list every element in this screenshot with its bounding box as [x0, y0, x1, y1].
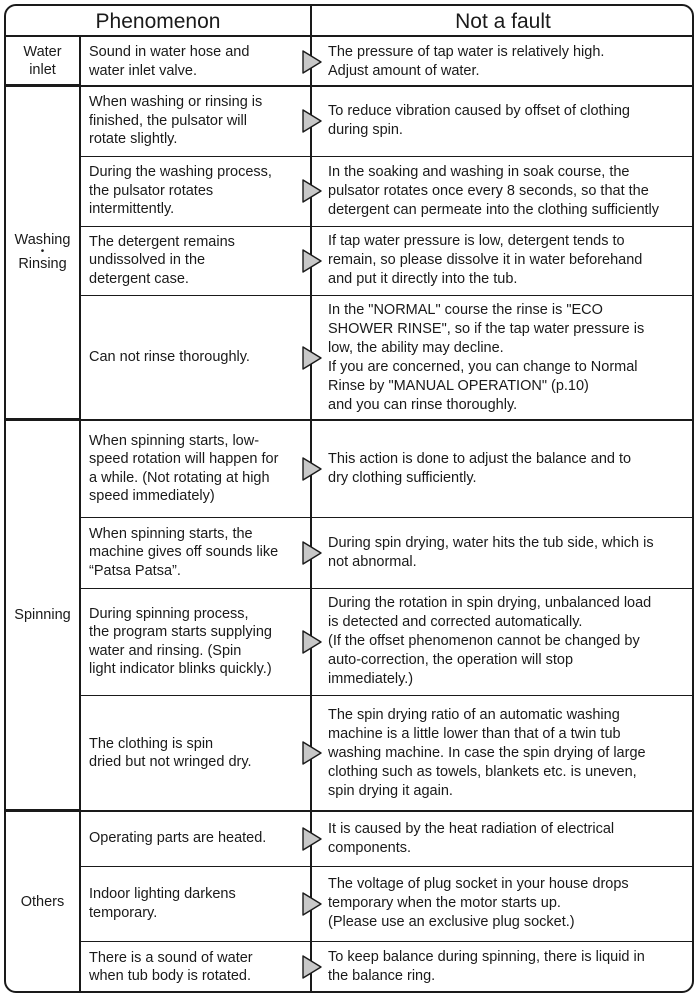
category-label: Spinning [14, 606, 71, 623]
not-a-fault-text: During the rotation in spin drying, unbalanced load is detected and corrected automatically. (If the offset phenomenon cannot be changed by auto-correction, the operation will stop immediately.) [328, 595, 652, 687]
not-a-fault-cell [312, 420, 694, 517]
category-label: Others [20, 894, 65, 910]
phenomenon-text: When spinning starts, low- speed rotation will happen for a while. (Not rotating at high speed immediately) [89, 432, 279, 504]
not-a-fault-cell [312, 866, 694, 941]
phenomenon-cell [81, 811, 312, 866]
arrow-right-icon [302, 346, 322, 370]
not-a-fault-text: To reduce vibration caused by offset of clothing during spin. [328, 103, 631, 138]
not-a-fault-text: The pressure of tap water is relatively high. Adjust amount of water. [328, 43, 605, 79]
not-a-fault-text: To keep balance during spinning, there is liquid in the balance ring. [328, 949, 645, 984]
not-a-fault-cell [312, 941, 694, 993]
category-cell [6, 811, 81, 993]
phenomenon-header: Phenomenon [6, 6, 312, 37]
arrow-right-icon [302, 827, 322, 851]
not-a-fault-text: If tap water pressure is low, detergent tends to remain, so please dissolve it in water beforehand and put it directly into the tub. [328, 233, 643, 287]
not-a-fault-cell [312, 156, 694, 226]
phenomenon-cell [81, 695, 312, 811]
troubleshooting-table [4, 4, 694, 993]
not-a-fault-cell [312, 226, 694, 295]
arrow-right-icon [302, 541, 322, 565]
category-cell [6, 37, 81, 86]
not-a-fault-text: It is caused by the heat radiation of electrical components. [328, 820, 615, 856]
phenomenon-text: There is a sound of water when tub body is rotated. [89, 949, 253, 984]
arrow-right-icon [302, 892, 322, 916]
phenomenon-cell [81, 941, 312, 993]
category-label: Water [23, 43, 62, 60]
not-a-fault-cell [312, 517, 694, 588]
not-a-fault-header: Not a fault [312, 6, 694, 37]
category-bullet: • [40, 246, 45, 257]
not-a-fault-cell [312, 811, 694, 866]
not-a-fault-cell [312, 588, 694, 695]
arrow-right-icon [302, 457, 322, 481]
phenomenon-text: Operating parts are heated. [89, 830, 267, 847]
not-a-fault-text: In the "NORMAL" course the rinse is "ECO SHOWER RINSE", so if the tap water pressure is low, the ability may decline. If you are concerned, you can change to Normal Rinse by "MANUAL OPERATION" (p.10) and you can rinse thoroughly. [328, 301, 645, 413]
arrow-right-icon [302, 955, 322, 979]
arrow-right-icon [302, 630, 322, 654]
phenomenon-cell [81, 420, 312, 517]
not-a-fault-cell [312, 695, 694, 811]
not-a-fault-text: In the soaking and washing in soak course, the pulsator rotates once every 8 seconds, so that the detergent can permeate into the clothing sufficiently [328, 163, 660, 218]
phenomenon-text: The clothing is spin dried but not wringed dry. [89, 735, 252, 770]
category-cell [6, 420, 81, 811]
phenomenon-cell [81, 517, 312, 588]
not-a-fault-text: This action is done to adjust the balance and to dry clothing sufficiently. [328, 450, 632, 486]
phenomenon-text: The detergent remains undissolved in the detergent case. [89, 233, 235, 287]
arrow-right-icon [302, 109, 322, 133]
not-a-fault-cell [312, 86, 694, 156]
phenomenon-text: During spinning process, the program starts supplying water and rinsing. (Spin light indicator blinks quickly.) [89, 605, 272, 677]
not-a-fault-cell [312, 37, 694, 86]
phenomenon-cell [81, 86, 312, 156]
phenomenon-text: During the washing process, the pulsator rotates intermittently. [89, 164, 272, 218]
phenomenon-cell [81, 37, 312, 86]
phenomenon-text: When spinning starts, the machine gives off sounds like “Patsa Patsa”. [89, 525, 279, 579]
phenomenon-cell [81, 588, 312, 695]
phenomenon-text: Indoor lighting darkens temporary. [89, 886, 236, 921]
phenomenon-text: When washing or rinsing is finished, the pulsator will rotate slightly. [89, 94, 263, 148]
not-a-fault-text: The spin drying ratio of an automatic washing machine is a little lower than that of a twin tub washing machine. In case the spin drying of large clothing such as towels, blankets etc. is uneven, spin drying it again. [328, 706, 646, 799]
phenomenon-cell [81, 295, 312, 420]
category-label: Washing [14, 232, 71, 248]
category-cell [6, 86, 81, 420]
phenomenon-cell [81, 226, 312, 295]
category-label: inlet [29, 61, 56, 78]
not-a-fault-text: During spin drying, water hits the tub side, which is not abnormal. [328, 534, 654, 570]
arrow-right-icon [302, 179, 322, 203]
arrow-right-icon [302, 50, 322, 74]
category-label: Rinsing [18, 256, 67, 272]
not-a-fault-text: The voltage of plug socket in your house drops temporary when the motor starts up. (Please use an exclusive plug socket.) [328, 876, 629, 930]
phenomenon-text: Can not rinse thoroughly. [89, 349, 250, 366]
phenomenon-cell [81, 866, 312, 941]
arrow-right-icon [302, 249, 322, 273]
phenomenon-text: Sound in water hose and water inlet valve. [89, 44, 250, 79]
arrow-right-icon [302, 741, 322, 765]
not-a-fault-cell [312, 295, 694, 420]
phenomenon-cell [81, 156, 312, 226]
